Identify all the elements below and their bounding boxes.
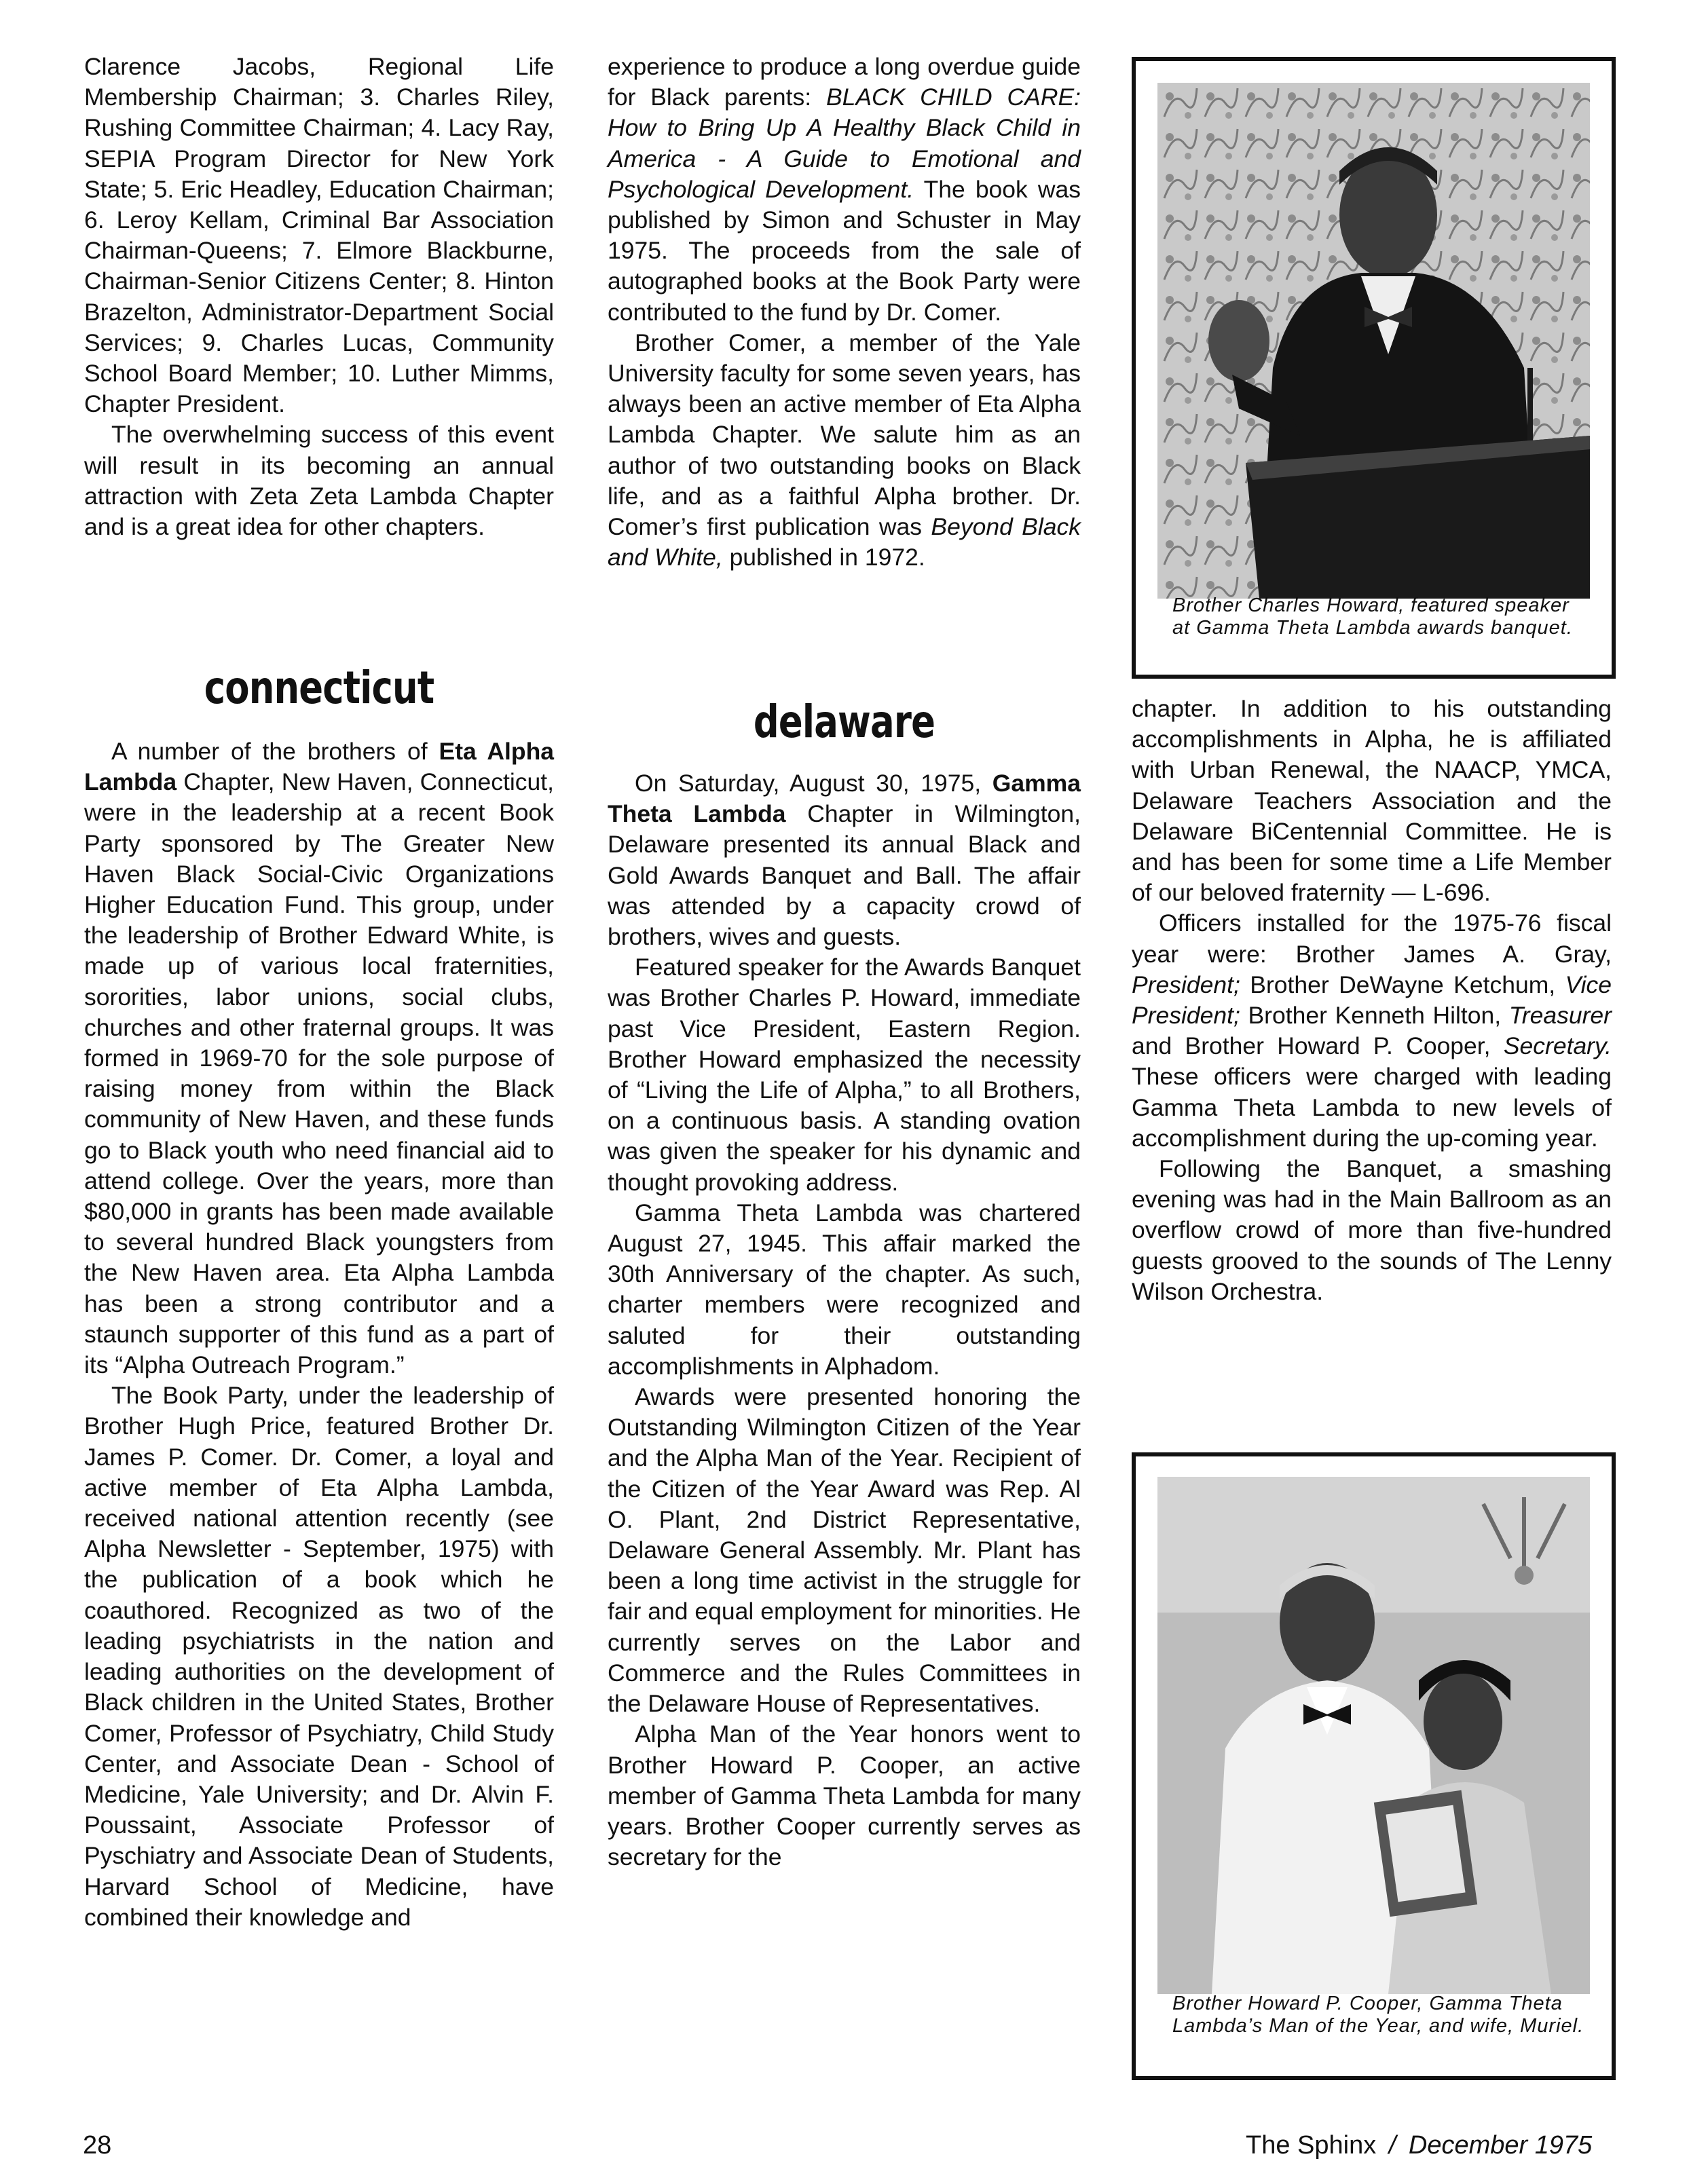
- photo-frame-howard-cooper: [1132, 1452, 1616, 2080]
- paragraph-gamma-theta-lambda: On Saturday, August 30, 1975, Gamma Theta Lambda Chapter in Wilmington, Delaware presented its annual Black and Gold Awards Banquet and Ball. The affair was attended by a capacity crowd of brothers, wives and guests.: [608, 770, 1081, 951]
- paragraph-success: The overwhelming success of this event will result in its becoming an annual attraction with Zeta Zeta Lambda Chapter and is a great idea for other chapters.: [84, 421, 554, 541]
- paragraph-awards: Awards were presented honoring the Outstanding Wilmington Citizen of the Year and the Alpha Man of the Year. Recipient of the Citizen of the Year Award was Rep. Al O. Plant, 2nd District Representative, Delaware General Assembly. Mr. Plant has been a long time activist in the struggle for fair and equal employment for minorities. He currently serves on the Labor and Commerce and the Rules Committees in the Delaware House of Representatives.: [608, 1383, 1081, 1718]
- left-column-connecticut: [84, 736, 554, 1933]
- photo-howard-cooper: [1157, 1477, 1590, 1994]
- right-column: [1132, 694, 1612, 1307]
- award-presentation-image: [1157, 1477, 1590, 1994]
- paragraph-chapter-affiliations: chapter. In addition to his outstanding accomplishments in Alpha, he is affiliated with Urban Renewal, the NAACP, YMCA, Delaware Teachers Association and the Delaware BiCentennial Committee. He is and has been for some time a Life Member of our beloved fraternity — L-696.: [1132, 695, 1612, 907]
- paragraph-book-party: The Book Party, under the leadership of Brother Hugh Price, featured Brother Dr. James P. Comer. Dr. Comer, a loyal and active member of Eta Alpha Lambda, received national attention recently (see Alpha Newsletter - September, 1975) with the publication of a book which he coauthored. Recognized as two of the leading psychiatrists in the nation and leading authorities on the development of Black children in the United States, Brother Comer, Professor of Psychiatry, Child Study Center, and Associate Dean - School of Medicine, Yale University; and Dr. Alvin F. Poussaint, Associate Professor of Pyschiatry and Associate Dean of Students, Harvard School of Medicine, have combined their knowledge and: [84, 1382, 554, 1931]
- paragraph-black-child-care: experience to produce a long overdue guide for Black parents: BLACK CHILD CARE: How to Bring Up A Healthy Black Child in America - A Guide to Emotional and Psychological Development. The book was published by Simon and Schuster in May 1975. The proceeds from the sale of autographed books at the Book Party were contributed to the fund by Dr. Comer.: [608, 53, 1081, 326]
- section-heading-delaware: delaware: [753, 696, 935, 748]
- paragraph-officers-installed: Officers installed for the 1975-76 fiscal year were: Brother James A. Gray, President; Brother DeWayne Ketchum, Vice President; Brother Kenneth Hilton, Treasurer and Brother Howard P. Cooper, Secretary. These officers were charged with leading Gamma Theta Lambda to new levels of accomplishment during the up-coming year.: [1132, 909, 1612, 1152]
- page-number: 28: [83, 2131, 112, 2160]
- paragraph-following-banquet: Following the Banquet, a smashing evening was had in the Main Ballroom as an overflow crowd of more than five-hundred guests grooved to the sounds of The Lenny Wilson Orchestra.: [1132, 1155, 1612, 1305]
- paragraph-featured-speaker: Featured speaker for the Awards Banquet was Brother Charles P. Howard, immediate past Vice President, Eastern Region. Brother Howard emphasized the necessity of “Living the Life of Alpha,” to all Brothers, on a continuous basis. A standing ovation was given the speaker for his dynamic and thought provoking address.: [608, 954, 1081, 1196]
- footer-separator: /: [1388, 2131, 1396, 2160]
- paragraph-lodge-officers: Clarence Jacobs, Regional Life Membership Chairman; 3. Charles Riley, Rushing Committee Chairman; 4. Lacy Ray, SEPIA Program Director for New York State; 5. Eric Headley, Education Chairman; 6. Leroy Kellam, Criminal Bar Association Chairman-Queens; 7. Elmore Blackburne, Chairman-Senior Citizens Center; 8. Hinton Brazelton, Administrator-Department Social Services; 9. Charles Lucas, Community School Board Member; 10. Luther Mimms, Chapter President.: [84, 53, 554, 418]
- section-heading-connecticut: connecticut: [204, 662, 434, 714]
- caption-charles-howard: Brother Charles Howard, featured speaker at Gamma Theta Lambda awards banquet.: [1172, 595, 1573, 639]
- caption-howard-cooper: Brother Howard P. Cooper, Gamma Theta Lambda’s Man of the Year, and wife, Muriel.: [1172, 1993, 1584, 2037]
- middle-column-delaware: [608, 768, 1081, 1872]
- left-column: [84, 52, 554, 542]
- issue-date: December 1975: [1408, 2131, 1593, 2160]
- speaker-at-podium-image: [1157, 83, 1590, 599]
- paragraph-chartered: Gamma Theta Lambda was chartered August 27, 1945. This affair marked the 30th Anniversary of the chapter. As such, charter members were recognized and saluted for their outstanding accomplishments in Alphadom.: [608, 1199, 1081, 1380]
- magazine-footer: [1246, 2131, 1592, 2160]
- photo-charles-howard: [1157, 83, 1590, 599]
- paragraph-brother-comer: Brother Comer, a member of the Yale University faculty for some seven years, has always been an active member of Eta Alpha Lambda Chapter. We salute him as an author of two outstanding books on Black life, and as a faithful Alpha brother. Dr. Comer’s first publication was Beyond Black and White, published in 1972.: [608, 328, 1081, 571]
- paragraph-eta-alpha-lambda: A number of the brothers of Eta Alpha Lambda Chapter, New Haven, Connecticut, were in the leadership at a recent Book Party sponsored by The Greater New Haven Black Social-Civic Organizations Higher Education Fund. This group, under the leadership of Brother Edward White, is made up of various local fraternities, sororities, labor unions, social clubs, churches and other fraternal groups. It was formed in 1969-70 for the sole purpose of raising money from within the Black community of New Haven, and these funds go to Black youth who need financial aid to attend college. Over the years, more than $80,000 in grants has been made available to several hundred Black youngsters from the New Haven area. Eta Alpha Lambda has been a strong contributor and a staunch supporter of this fund as a part of its “Alpha Outreach Program.”: [84, 738, 554, 1379]
- paragraph-alpha-man: Alpha Man of the Year honors went to Brother Howard P. Cooper, an active member of Gamma Theta Lambda for many years. Brother Cooper currently serves as secretary for the: [608, 1720, 1081, 1871]
- middle-column: [608, 52, 1081, 573]
- photo-frame-charles-howard: [1132, 57, 1616, 679]
- magazine-title: The Sphinx: [1246, 2131, 1377, 2160]
